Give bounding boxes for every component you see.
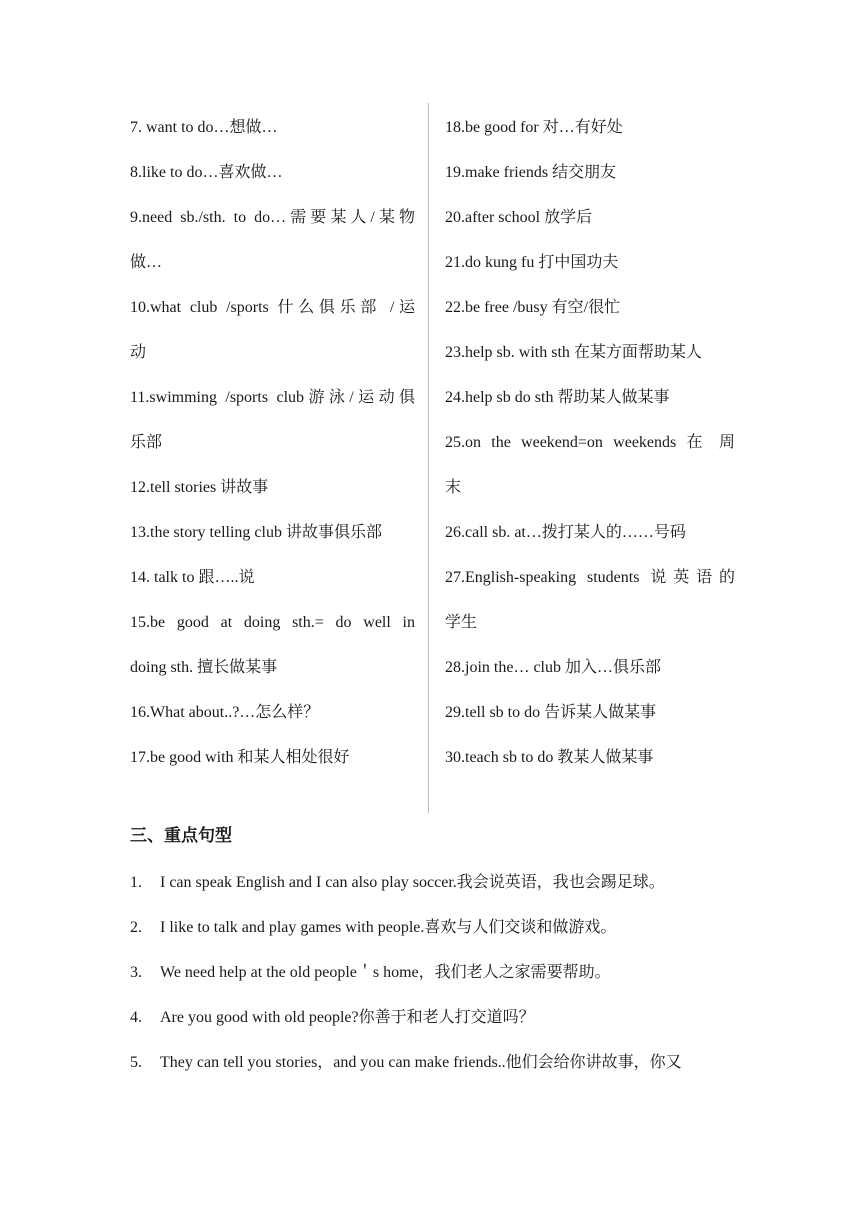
- sentence-text: They can tell you stories，and you can make friends..他们会给你讲故事，你又: [160, 1054, 682, 1071]
- phrase-line: 25.on the weekend=on weekends 在 周: [445, 434, 735, 451]
- sentence-item: [130, 860, 740, 905]
- phrase-line: 8.like to do…喜欢做…: [130, 164, 283, 181]
- sentence-number: 5.: [130, 1054, 142, 1071]
- sentence-item: [130, 905, 740, 950]
- sentence-number: 1.: [130, 874, 142, 891]
- phrase-column-right: [445, 105, 735, 780]
- phrase-line: 15.be good at doing sth.= do well in: [130, 614, 415, 631]
- phrase-line: 做…: [130, 254, 163, 271]
- phrase-line: 23.help sb. with sth 在某方面帮助某人: [445, 344, 702, 361]
- phrase-line: 17.be good with 和某人相处很好: [130, 749, 350, 766]
- sentence-text: We need help at the old people＇s home，我们老人之家需要帮助。: [160, 964, 611, 981]
- phrase-line: 9.need sb./sth. to do…需要某人/某物: [130, 209, 415, 226]
- key-sentences-list: [130, 860, 740, 1085]
- phrase-line: 7. want to do…想做…: [130, 119, 278, 136]
- phrase-line: 11.swimming /sports club游泳/运动俱: [130, 389, 415, 406]
- phrase-line: 学生: [445, 614, 478, 631]
- phrase-line: 动: [130, 344, 147, 361]
- section-title: 三、重点句型: [130, 826, 232, 846]
- phrase-line: 12.tell stories 讲故事: [130, 479, 269, 496]
- sentence-number: 3.: [130, 964, 142, 981]
- phrase-line: 乐部: [130, 434, 163, 451]
- phrase-line: 22.be free /busy 有空/很忙: [445, 299, 621, 316]
- phrase-line: 末: [445, 479, 462, 496]
- phrase-line: 13.the story telling club 讲故事俱乐部: [130, 524, 382, 541]
- phrase-line: 26.call sb. at…拨打某人的……号码: [445, 524, 686, 541]
- sentence-text: I can speak English and I can also play soccer.我会说英语，我也会踢足球。: [160, 874, 665, 891]
- phrase-line: 24.help sb do sth 帮助某人做某事: [445, 389, 670, 406]
- phrase-line: 27.English-speaking students 说英语的: [445, 569, 735, 586]
- sentence-text: Are you good with old people?你善于和老人打交道吗？: [160, 1009, 535, 1026]
- phrase-line: 10.what club /sports 什么俱乐部 /运: [130, 299, 415, 316]
- phrase-line: doing sth. 擅长做某事: [130, 659, 278, 676]
- sentence-item: [130, 995, 740, 1040]
- phrase-line: 14. talk to 跟…..说: [130, 569, 255, 586]
- phrase-line: 18.be good for 对…有好处: [445, 119, 623, 136]
- column-divider: [428, 103, 429, 813]
- sentence-number: 4.: [130, 1009, 142, 1026]
- sentence-text: I like to talk and play games with people.喜欢与人们交谈和做游戏。: [160, 919, 617, 936]
- phrase-line: 29.tell sb to do 告诉某人做某事: [445, 704, 657, 721]
- phrase-line: 21.do kung fu 打中国功夫: [445, 254, 619, 271]
- phrase-line: 16.What about..?…怎么样？: [130, 704, 320, 721]
- sentence-item: [130, 950, 740, 995]
- phrase-line: 19.make friends 结交朋友: [445, 164, 617, 181]
- sentence-number: 2.: [130, 919, 142, 936]
- phrase-line: 30.teach sb to do 教某人做某事: [445, 749, 654, 766]
- phrase-line: 28.join the… club 加入…俱乐部: [445, 659, 661, 676]
- phrase-line: 20.after school 放学后: [445, 209, 593, 226]
- sentence-item: [130, 1040, 740, 1085]
- phrase-column-left: [130, 105, 415, 780]
